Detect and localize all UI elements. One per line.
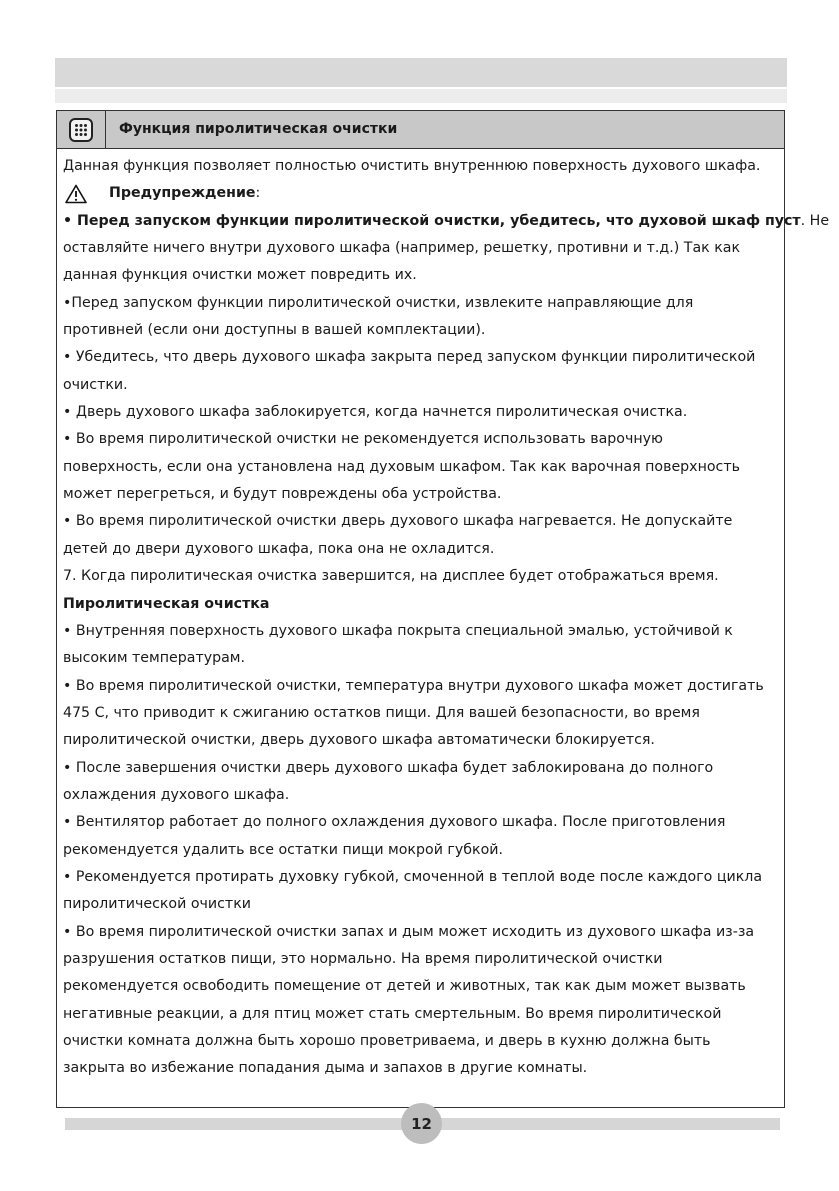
warning-rest-text: . Не: [800, 212, 830, 229]
text-line: Данная функция позволяет полностью очистить внутреннюю поверхность духового шкафа.: [63, 158, 761, 174]
text-line: очистки.: [63, 376, 128, 393]
warning-bold-text: • Перед запуском функции пиролитической очистки, убедитесь, что духовой шкаф пуст: [63, 212, 801, 229]
warning-label: Предупреждение: [109, 185, 256, 202]
content-frame: [56, 110, 830, 1108]
warning-heading: [63, 180, 785, 207]
text-line: [63, 208, 830, 235]
text-line: 7. Когда пиролитическая очистка завершится, на дисплее будет отображаться время.: [63, 568, 719, 585]
text-line: данная функция очистки может повредить их.: [63, 267, 417, 284]
text-line: • Внутренняя поверхность духового шкафа покрыта специальной эмалью, устойчивой к: [63, 622, 733, 639]
text-line: 475 С, что приводит к сжиганию остатков пищи. Для вашей безопасности, во время: [63, 704, 700, 721]
warning-triangle-icon: [65, 184, 87, 204]
text-line: высоким температурам.: [63, 650, 246, 667]
text-line: очистки комната должна быть хорошо проветриваема, и дверь в кухню должна быть: [63, 1033, 711, 1049]
text-line: •Перед запуском функции пиролитической очистки, извлеките направляющие для: [63, 294, 694, 311]
text-line: закрыта во избежание попадания дыма и запахов в другие комнаты.: [63, 1060, 588, 1077]
top-band: [55, 58, 787, 87]
text-line: противней (если они доступны в вашей комплектации).: [63, 322, 486, 339]
text-line: • Вентилятор работает до полного охлаждения духового шкафа. После приготовления: [63, 814, 726, 831]
text-line: • Во время пиролитической очистки запах и дым может исходить из духового шкафа из-за: [63, 923, 755, 940]
text-line: рекомендуется освободить помещение от детей и животных, так как дым может вызвать: [63, 978, 746, 995]
text-line: пиролитической очистки, дверь духового шкафа автоматически блокируется.: [63, 732, 655, 749]
section-header: [57, 111, 784, 149]
subsection-heading: Пиролитическая очистка: [63, 595, 270, 612]
text-line: охлаждения духового шкафа.: [63, 786, 290, 803]
page-number: 12: [401, 1103, 442, 1144]
top-sub-band: [55, 89, 787, 103]
text-line: негативные реакции, а для птиц может стать смертельным. Во время пиролитической: [63, 1005, 722, 1022]
text-line: разрушения остатков пищи, это нормально. На время пиролитической очистки: [63, 950, 663, 967]
text-line: • Во время пиролитической очистки не рекомендуется использовать варочную: [63, 431, 663, 448]
text-line: поверхность, если она установлена над духовым шкафом. Так как варочная поверхность: [63, 458, 740, 475]
text-line: • Во время пиролитической очистки, температура внутри духового шкафа может достигать: [63, 677, 764, 694]
text-line: • Убедитесь, что дверь духового шкафа закрыта перед запуском функции пиролитической: [63, 349, 756, 366]
text-line: • После завершения очистки дверь духового шкафа будет заблокирована до полного: [63, 759, 714, 776]
text-line: • Во время пиролитической очистки дверь духового шкафа нагревается. Не допускайте: [63, 513, 733, 530]
text-line: • Рекомендуется протирать духовку губкой, смоченной в теплой воде после каждого цикла: [63, 868, 763, 885]
text-line: оставляйте ничего внутри духового шкафа (например, решетку, противни и т.д.) Так как: [63, 240, 741, 257]
text-line: детей до двери духового шкафа, пока она не охладится.: [63, 540, 495, 557]
warning-colon: :: [255, 185, 261, 202]
section-title: Функция пиролитическая очистки: [119, 121, 398, 137]
instructions-text: [63, 153, 830, 1083]
text-line: пиролитической очистки: [63, 896, 251, 913]
header-icon-cell: [57, 111, 106, 148]
program-grid-icon: [68, 117, 94, 143]
text-line: • Дверь духового шкафа заблокируется, когда начнется пиролитическая очистка.: [63, 404, 688, 421]
text-line: рекомендуется удалить все остатки пищи мокрой губкой.: [63, 841, 503, 858]
text-line: может перегреться, и будут повреждены оба устройства.: [63, 486, 502, 503]
